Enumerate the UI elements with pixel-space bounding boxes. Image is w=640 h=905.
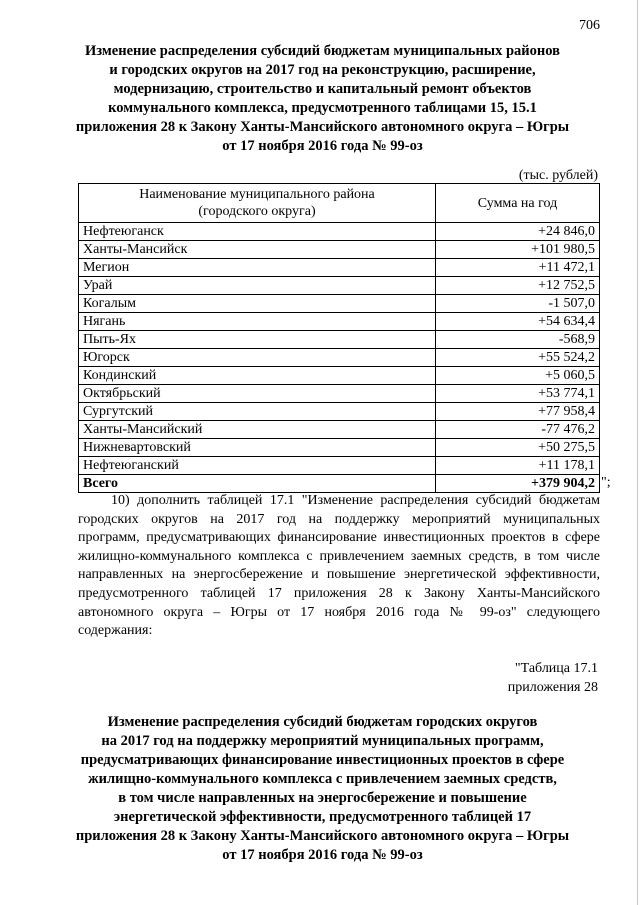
table-row bbox=[79, 241, 600, 259]
paragraph-line: 10) дополнить таблицей 17.1 "Изменение распределения субсидий бюджетам bbox=[111, 493, 600, 508]
row-value: -568,9 bbox=[436, 331, 600, 349]
section-title bbox=[70, 713, 575, 865]
row-value: +77 958,4 bbox=[436, 403, 600, 421]
table-row bbox=[79, 331, 600, 349]
section-title-line: энергетической эффективности, предусмотренного таблицей 17 bbox=[113, 809, 532, 825]
row-value: -77 476,2 bbox=[436, 421, 600, 439]
header-municipality-line: Наименование муниципального района bbox=[139, 187, 375, 202]
row-value: +11 178,1 bbox=[436, 457, 600, 475]
paragraph-line: программ, предусматривающих финансирование инвестиционных проектов в сфере bbox=[78, 530, 600, 546]
row-name: Нефтеюганский bbox=[79, 457, 436, 475]
table-row bbox=[79, 385, 600, 403]
section-title-line: жилищно-коммунального комплекса с привлечением заемных средств, bbox=[88, 771, 557, 787]
row-value: +53 774,1 bbox=[436, 385, 600, 403]
title-line: модернизацию, строительство и капитальный ремонт объектов bbox=[113, 81, 532, 97]
header-municipality-line: (городского округа) bbox=[198, 204, 316, 219]
subsidy-table bbox=[78, 183, 600, 493]
paragraph-line: содержания: bbox=[78, 623, 153, 639]
row-name: Октябрьский bbox=[79, 385, 436, 403]
title-line: от 17 ноября 2016 года № 99-оз bbox=[222, 138, 423, 154]
table-row bbox=[79, 223, 600, 241]
table-row bbox=[79, 349, 600, 367]
section-title-line: от 17 ноября 2016 года № 99-оз bbox=[222, 847, 423, 863]
row-value: +55 524,2 bbox=[436, 349, 600, 367]
title-line: коммунального комплекса, предусмотренного таблицами 15, 15.1 bbox=[108, 100, 537, 116]
row-value: -1 507,0 bbox=[436, 295, 600, 313]
row-name: Ханты-Мансийск bbox=[79, 241, 436, 259]
row-value: +12 752,5 bbox=[436, 277, 600, 295]
row-value: +5 060,5 bbox=[436, 367, 600, 385]
table-ref-line: приложения 28 bbox=[507, 680, 598, 695]
document-title bbox=[60, 42, 585, 156]
title-line: и городских округов на 2017 год на реконструкцию, расширение, bbox=[109, 62, 536, 78]
table-row bbox=[79, 277, 600, 295]
row-name: Нягань bbox=[79, 313, 436, 331]
total-label: Всего bbox=[79, 475, 436, 493]
row-value: +101 980,5 bbox=[436, 241, 600, 259]
table-ref-line: "Таблица 17.1 bbox=[514, 661, 598, 676]
row-name: Урай bbox=[79, 277, 436, 295]
paragraph-line: городских округов на 2017 год на поддержку мероприятий муниципальных bbox=[78, 511, 600, 527]
header-municipality bbox=[79, 184, 436, 223]
paragraph-line: предусмотренного таблицей 17 приложения 28 к Закону Ханты-Мансийского bbox=[78, 585, 600, 601]
table-reference bbox=[420, 659, 598, 697]
table-closing-quote: "; bbox=[601, 475, 611, 490]
section-title-line: Изменение распределения субсидий бюджетам городских округов bbox=[107, 714, 538, 730]
paragraph-line: автономного округа – Югры от 17 ноября 2016 года № 99-оз" следующего bbox=[78, 604, 600, 620]
section-title-line: приложения 28 к Закону Ханты-Мансийского автономного округа – Югры bbox=[75, 828, 570, 844]
total-value: +379 904,2 bbox=[436, 475, 600, 493]
row-value: +50 275,5 bbox=[436, 439, 600, 457]
table-row bbox=[79, 457, 600, 475]
table-row bbox=[79, 403, 600, 421]
row-value: +24 846,0 bbox=[436, 223, 600, 241]
title-line: приложения 28 к Закону Ханты-Мансийского автономного округа – Югры bbox=[75, 119, 570, 135]
section-title-line: в том числе направленных на энергосбережение и повышение bbox=[118, 790, 527, 806]
row-name: Мегион bbox=[79, 259, 436, 277]
row-name: Сургутский bbox=[79, 403, 436, 421]
section-title-line: на 2017 год на поддержку мероприятий муниципальных программ, bbox=[101, 733, 544, 749]
paragraph-line: направленных на энергосбережение и повышение энергетической эффективности, bbox=[78, 567, 600, 583]
row-name: Нефтеюганск bbox=[79, 223, 436, 241]
section-title-line: предусматривающих финансирование инвестиционных проектов в сфере bbox=[80, 752, 565, 768]
table-row bbox=[79, 295, 600, 313]
scan-edge-line bbox=[637, 0, 638, 905]
table-header-row bbox=[79, 184, 600, 223]
row-name: Ханты-Мансийский bbox=[79, 421, 436, 439]
paragraph-line: жилищно-коммунального комплекса с привлечением заемных средств, в том числе bbox=[78, 548, 600, 564]
page-number: 706 bbox=[579, 18, 600, 33]
title-line: Изменение распределения субсидий бюджетам муниципальных районов bbox=[85, 43, 560, 59]
table-row bbox=[79, 313, 600, 331]
row-value: +11 472,1 bbox=[436, 259, 600, 277]
table-row bbox=[79, 439, 600, 457]
header-sum: Сумма на год bbox=[436, 184, 600, 223]
row-name: Когалым bbox=[79, 295, 436, 313]
row-name: Кондинский bbox=[79, 367, 436, 385]
row-value: +54 634,4 bbox=[436, 313, 600, 331]
unit-label: (тыс. рублей) bbox=[518, 168, 598, 183]
total-row bbox=[79, 475, 600, 493]
row-name: Пыть-Ях bbox=[79, 331, 436, 349]
table-row bbox=[79, 259, 600, 277]
table-row bbox=[79, 367, 600, 385]
amendment-paragraph bbox=[78, 492, 600, 641]
row-name: Югорск bbox=[79, 349, 436, 367]
row-name: Нижневартовский bbox=[79, 439, 436, 457]
table-row bbox=[79, 421, 600, 439]
